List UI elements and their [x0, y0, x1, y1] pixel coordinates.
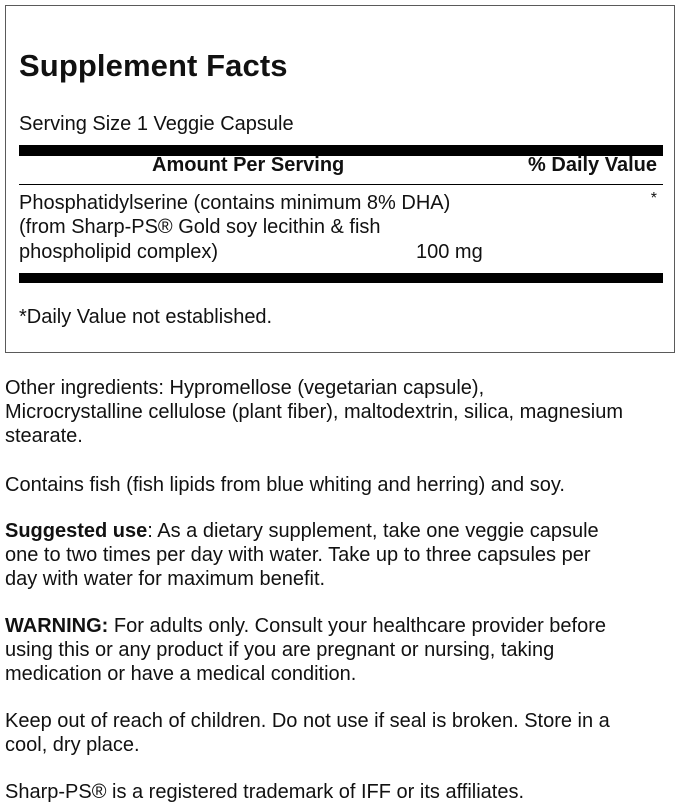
daily-value-header: % Daily Value	[528, 154, 657, 176]
supplement-facts-panel	[5, 5, 675, 353]
warning-text: For adults only. Consult your healthcare provider before	[108, 615, 606, 637]
suggested-use-label: Suggested use	[5, 520, 148, 542]
divider-thin	[19, 184, 663, 185]
storage-instructions	[5, 709, 610, 757]
ingredient-amount: 100 mg	[416, 241, 483, 263]
storage-line: Keep out of reach of children. Do not use if seal is broken. Store in a	[5, 710, 610, 732]
ingredient-name-line-2: (from Sharp-PS® Gold soy lecithin & fish	[19, 216, 381, 238]
trademark-notice: Sharp-PS® is a registered trademark of IFF or its affiliates.	[5, 781, 525, 803]
serving-size: Serving Size 1 Veggie Capsule	[19, 113, 294, 135]
suggested-use	[5, 519, 599, 591]
divider-thick-bottom	[19, 273, 663, 283]
other-ingredients-line: Other ingredients: Hypromellose (vegetarian capsule),	[5, 377, 485, 399]
suggested-use-line: one to two times per day with water. Take up to three capsules per	[5, 544, 591, 566]
warning-line: using this or any product if you are pregnant or nursing, taking	[5, 639, 555, 661]
storage-line: cool, dry place.	[5, 734, 140, 756]
other-ingredients-line: stearate.	[5, 425, 83, 447]
suggested-use-line	[5, 519, 599, 543]
amount-per-serving-header: Amount Per Serving	[152, 154, 345, 176]
warning-line: medication or have a medical condition.	[5, 663, 357, 685]
suggested-use-text: : As a dietary supplement, take one veggie capsule	[147, 520, 599, 542]
ingredient-daily-value: *	[650, 190, 657, 207]
suggested-use-line: day with water for maximum benefit.	[5, 568, 326, 590]
warning-label: WARNING:	[5, 615, 109, 637]
warning	[5, 614, 606, 686]
other-ingredients-line: Microcrystalline cellulose (plant fiber), maltodextrin, silica, magnesium	[5, 401, 623, 423]
daily-value-footnote: *Daily Value not established.	[19, 306, 273, 328]
other-ingredients	[5, 376, 623, 448]
panel-title: Supplement Facts	[19, 48, 288, 83]
ingredient-name-line-1: Phosphatidylserine (contains minimum 8% DHA)	[19, 192, 451, 214]
ingredient-name-line-3: phospholipid complex)	[19, 241, 219, 263]
allergen-statement: Contains fish (fish lipids from blue whiting and herring) and soy.	[5, 474, 565, 496]
warning-line	[5, 614, 606, 638]
